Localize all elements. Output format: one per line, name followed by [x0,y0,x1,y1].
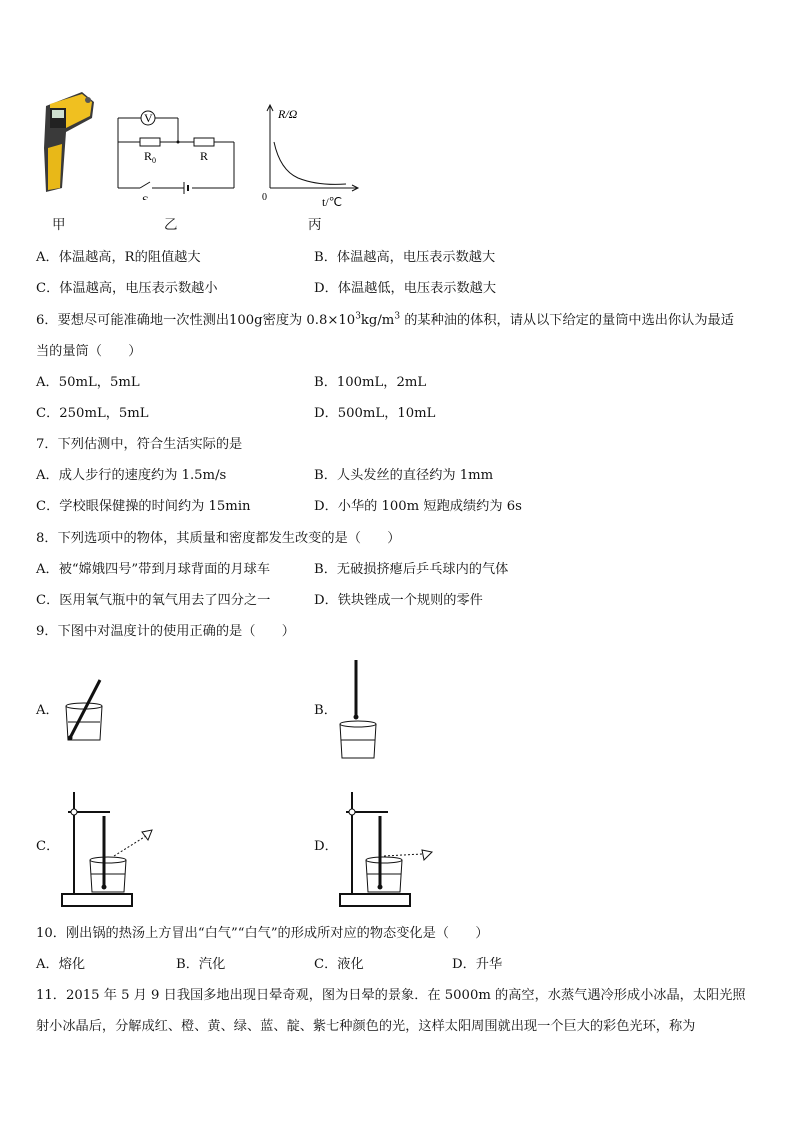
q6-sup2: 3 [394,311,401,322]
q6-option-b: B．100mL，2mL [314,375,427,390]
q8-stem: 8．下列选项中的物体，其质量和密度都发生改变的是（ ） [36,531,401,546]
origin-label: 0 [262,192,267,203]
q7-option-a: A．成人步行的速度约为 1.5m/s [36,468,227,483]
q6-stem-part1: 6．要想尽可能准确地一次性测出100g密度为 0.8×10 [36,313,356,328]
q8-option-c: C．医用氧气瓶中的氧气用去了四分之一 [36,593,271,608]
q10-option-b: B．汽化 [176,957,226,972]
caption-bing: 丙 [308,217,322,233]
r0-label: R [144,149,153,163]
thermometer-figure-b [336,658,380,764]
q9-label-a: A． [36,703,59,718]
thermometer-figure-d [338,782,438,910]
q10-option-c: C．液化 [314,957,364,972]
q7-stem: 7．下列估测中，符合生活实际的是 [36,437,243,452]
infrared-thermometer-figure [36,88,98,200]
y-axis-label: R/Ω [278,107,298,121]
q7-option-c: C．学校眼保健操的时间约为 15min [36,499,251,514]
infrared-thermometer-icon [36,88,98,200]
x-axis-label: t/℃ [322,195,343,209]
q11-line2: 射小冰晶后，分解成红、橙、黄、绿、蓝、靛、紫七种颜色的光，这样太阳周围就出现一个巨大的彩色光环，称为 [36,1019,696,1034]
q8-option-d: D．铁块锉成一个规则的零件 [314,593,483,608]
q7-option-b: B．人头发丝的直径约为 1mm [314,468,494,483]
q6-stem-line1 [36,312,734,330]
thermometer-figure-a [60,676,108,746]
thermometer-figure-c [60,782,160,910]
r0-subscript: 0 [152,156,156,165]
q5-option-a: A．体温越高，R的阻值越大 [36,250,201,265]
q9-label-b: B． [314,703,337,718]
q5-option-c: C．体温越高，电压表示数越小 [36,281,218,296]
q7-option-d: D．小华的 100m 短跑成绩约为 6s [314,499,522,514]
caption-jia: 甲 [52,217,66,233]
switch-label: S [142,193,149,200]
r-label: R [200,149,209,163]
q5-option-b: B．体温越高，电压表示数越大 [314,250,496,265]
q6-option-a: A．50mL，5mL [36,375,140,390]
q6-stem-line2: 当的量筒（ ） [36,344,142,359]
q6-option-d: D．500mL，10mL [314,406,436,421]
q9-label-c: C． [36,839,60,854]
voltmeter-label: V [144,111,153,125]
caption-yi: 乙 [164,217,178,233]
q6-sup: 3 [355,311,361,322]
q9-label-d: D． [314,839,338,854]
q8-option-a: A．被“嫦娥四号”带到月球背面的月球车 [36,562,271,577]
q5-option-d: D．体温越低，电压表示数越大 [314,281,497,296]
circuit-diagram [112,100,240,200]
q6-stem-part3: 的某种油的体积，请从以下给定的量筒中选出你认为最适 [400,313,734,328]
q6-option-c: C．250mL，5mL [36,406,149,421]
resistance-temperature-graph [258,102,368,210]
q6-stem-part2: kg/m [360,313,395,328]
q10-stem: 10．刚出锅的热汤上方冒出“白气”“白气”的形成所对应的物态变化是（ ） [36,926,489,941]
q11-line1: 11．2015 年 5 月 9 日我国多地出现日晕奇观，图为日晕的景象．在 5000m 的高空，水蒸气遇冷形成小冰晶，太阳光照 [36,988,746,1003]
q9-stem: 9．下图中对温度计的使用正确的是（ ） [36,624,295,639]
q10-option-a: A．熔化 [36,957,86,972]
q8-option-b: B．无破损挤瘪后乒乓球内的气体 [314,562,509,577]
q10-option-d: D．升华 [452,957,503,972]
